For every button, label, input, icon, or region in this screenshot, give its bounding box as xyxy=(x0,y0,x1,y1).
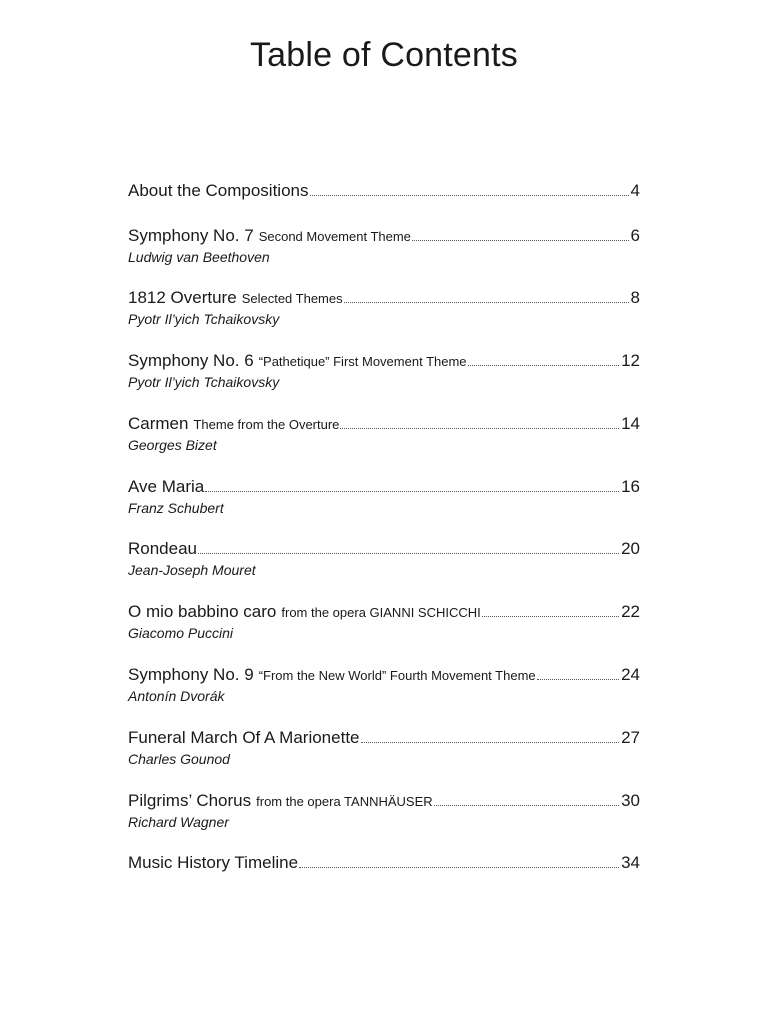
dot-leader xyxy=(299,866,619,868)
composer-name: Pyotr Il’yich Tchaikovsky xyxy=(128,374,280,390)
composer-name: Jean-Joseph Mouret xyxy=(128,562,256,578)
toc-entry[interactable] xyxy=(128,602,640,641)
dot-leader xyxy=(344,301,629,303)
page-number: 34 xyxy=(621,853,640,872)
toc-entry[interactable] xyxy=(128,414,640,453)
toc-entry[interactable] xyxy=(128,539,640,578)
composer-name: Giacomo Puccini xyxy=(128,625,234,641)
entry-title: O mio babbino caro xyxy=(128,602,277,621)
entry-title: Symphony No. 7 xyxy=(128,226,254,245)
page-number: 24 xyxy=(621,665,640,684)
page-number: 27 xyxy=(621,728,640,747)
entry-title: Rondeau xyxy=(128,539,198,558)
page-number: 16 xyxy=(621,477,640,496)
dot-leader xyxy=(412,239,629,241)
composer-name: Antonín Dvorák xyxy=(128,688,225,704)
toc-entry[interactable] xyxy=(128,181,640,201)
page-number: 30 xyxy=(621,791,640,810)
entry-subtitle: “From the New World” Fourth Movement Theme xyxy=(258,668,536,683)
entry-title: Symphony No. 9 xyxy=(128,665,254,684)
toc-entry-line xyxy=(128,477,640,497)
toc-entry-line xyxy=(128,288,640,308)
entry-title: Funeral March Of A Marionette xyxy=(128,728,360,747)
composer-name: Georges Bizet xyxy=(128,437,217,453)
entry-subtitle: “Pathetique” First Movement Theme xyxy=(258,354,467,369)
toc-entry-line xyxy=(128,351,640,371)
toc-entry[interactable] xyxy=(128,728,640,767)
toc-entry-line xyxy=(128,853,640,873)
entry-title: Symphony No. 6 xyxy=(128,351,254,370)
entry-title: Music History Timeline xyxy=(128,853,299,872)
toc-entry-line xyxy=(128,226,640,246)
page-number: 6 xyxy=(630,226,640,245)
entry-title: Pilgrims’ Chorus xyxy=(128,791,252,810)
dot-leader xyxy=(434,804,619,806)
toc-entry-line xyxy=(128,665,640,685)
toc-entry-line xyxy=(128,728,640,748)
toc-entry[interactable] xyxy=(128,226,640,265)
toc-entry[interactable] xyxy=(128,665,640,704)
dot-leader xyxy=(361,741,620,743)
composer-name: Richard Wagner xyxy=(128,814,229,830)
toc-entry-line xyxy=(128,414,640,434)
entry-subtitle: from the opera GIANNI SCHICCHI xyxy=(281,605,481,620)
toc-entry-line xyxy=(128,791,640,811)
composer-name: Franz Schubert xyxy=(128,500,224,516)
dot-leader xyxy=(482,615,619,617)
dot-leader xyxy=(340,427,619,429)
dot-leader xyxy=(198,552,619,554)
composer-name: Charles Gounod xyxy=(128,751,230,767)
page-number: 22 xyxy=(621,602,640,621)
dot-leader xyxy=(468,364,620,366)
composer-name: Pyotr Il’yich Tchaikovsky xyxy=(128,311,280,327)
dot-leader xyxy=(537,678,619,680)
dot-leader xyxy=(310,194,629,196)
entry-title: Ave Maria xyxy=(128,477,205,496)
entry-subtitle: Selected Themes xyxy=(241,291,343,306)
toc-entry[interactable] xyxy=(128,853,640,873)
toc-entry-line xyxy=(128,602,640,622)
page-number: 12 xyxy=(621,351,640,370)
page-title: Table of Contents xyxy=(249,36,518,74)
page-number: 20 xyxy=(621,539,640,558)
entry-subtitle: Second Movement Theme xyxy=(258,229,411,244)
page-number: 4 xyxy=(630,181,640,200)
entry-subtitle: from the opera TANNHÄUSER xyxy=(256,794,433,809)
toc-entry-line xyxy=(128,181,640,201)
toc-entry[interactable] xyxy=(128,477,640,516)
toc-entry[interactable] xyxy=(128,351,640,390)
entry-title: About the Compositions xyxy=(128,181,309,200)
page-number: 14 xyxy=(621,414,640,433)
entry-title: 1812 Overture xyxy=(128,288,237,307)
entry-title: Carmen xyxy=(128,414,189,433)
dot-leader xyxy=(205,490,619,492)
toc-entry-line xyxy=(128,539,640,559)
entry-subtitle: Theme from the Overture xyxy=(193,417,340,432)
toc-entry[interactable] xyxy=(128,288,640,327)
composer-name: Ludwig van Beethoven xyxy=(128,249,270,265)
page-number: 8 xyxy=(630,288,640,307)
toc-entry[interactable] xyxy=(128,791,640,830)
